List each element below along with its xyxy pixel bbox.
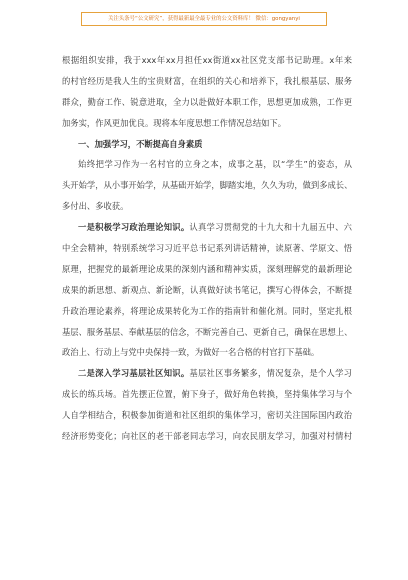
subsection-line: 原理，把握党的最新理论成果的深刻内涵和精神实质，深刻理解党的最新理论 — [62, 263, 352, 274]
intro-line: 的村官经历是我人生的宝贵财富，在组织的关心和培养下，我扎根基层、服务 — [62, 75, 352, 86]
subsection-line: 升政治理论素养，将理论成果转化为工作的指南针和催化剂。同时，坚定扎根 — [62, 305, 352, 316]
subsection-lead: 一是积极学习政治理论知识。 — [78, 222, 190, 233]
subsection-text: 认真学习贯彻党的十九大和十九届五中、六 — [189, 222, 352, 233]
section-heading: 一、加强学习，不断提高自身素质 — [78, 138, 203, 149]
subsection-line: 中全会精神，特别系统学习习近平总书记系列讲话精神，读原著、学原文、悟 — [62, 243, 352, 254]
promo-banner: 关注头条号“公文研究”，获得最新最全最专业的公文资料库！ 微信：gongyanyi — [81, 12, 327, 26]
intro-line: 群众，勤奋工作、锐意进取，全力以赴做好本职工作，思想更加成熟，工作更 — [62, 96, 352, 107]
document-body — [62, 55, 352, 452]
subsection-first-line — [62, 368, 352, 379]
section-line: 头开始学，从小事开始学，从基础开始学，脚踏实地，久久为功，做到多成长、 — [62, 180, 352, 191]
subsection-line: 成果的新思想、新观点、新论断，认真做好读书笔记，撰写心得体会，不断提 — [62, 284, 352, 295]
section-line: 多付出、多收获。 — [62, 201, 129, 212]
subsection-line: 人自学相结合，积极参加街道和社区组织的集体学习，密切关注国际国内政治 — [62, 410, 352, 421]
intro-line: 加务实，作风更加优良。现将本年度思想工作情况总结如下。 — [62, 117, 287, 128]
subsection-line: 政治上、行动上与党中央保持一致，为做好一名合格的村官打下基础。 — [62, 347, 320, 358]
subsection-first-line — [62, 222, 352, 233]
subsection-line: 成长的练兵场。首先摆正位置，俯下身子，做好角色转换，坚持集体学习与个 — [62, 389, 352, 400]
intro-line: 根据组织安排，我于xxx年xx月担任xx街道xx社区党支部书记助理。x年来 — [62, 55, 352, 65]
subsection-line: 基层、服务基层、奉献基层的信念，不断完善自己、更新自己，确保在思想上、 — [62, 326, 352, 337]
subsection-line: 经济形势变化；向社区的老干部老同志学习，向农民朋友学习，加强对村情村 — [62, 431, 352, 442]
subsection-text: 基层社区事务繁多，情况复杂，是个人学习 — [189, 368, 352, 379]
section-line: 始终把学习作为一名村官的立身之本，成事之基，以“学生”的姿态，从 — [78, 159, 352, 170]
subsection-lead: 二是深入学习基层社区知识。 — [78, 368, 190, 379]
